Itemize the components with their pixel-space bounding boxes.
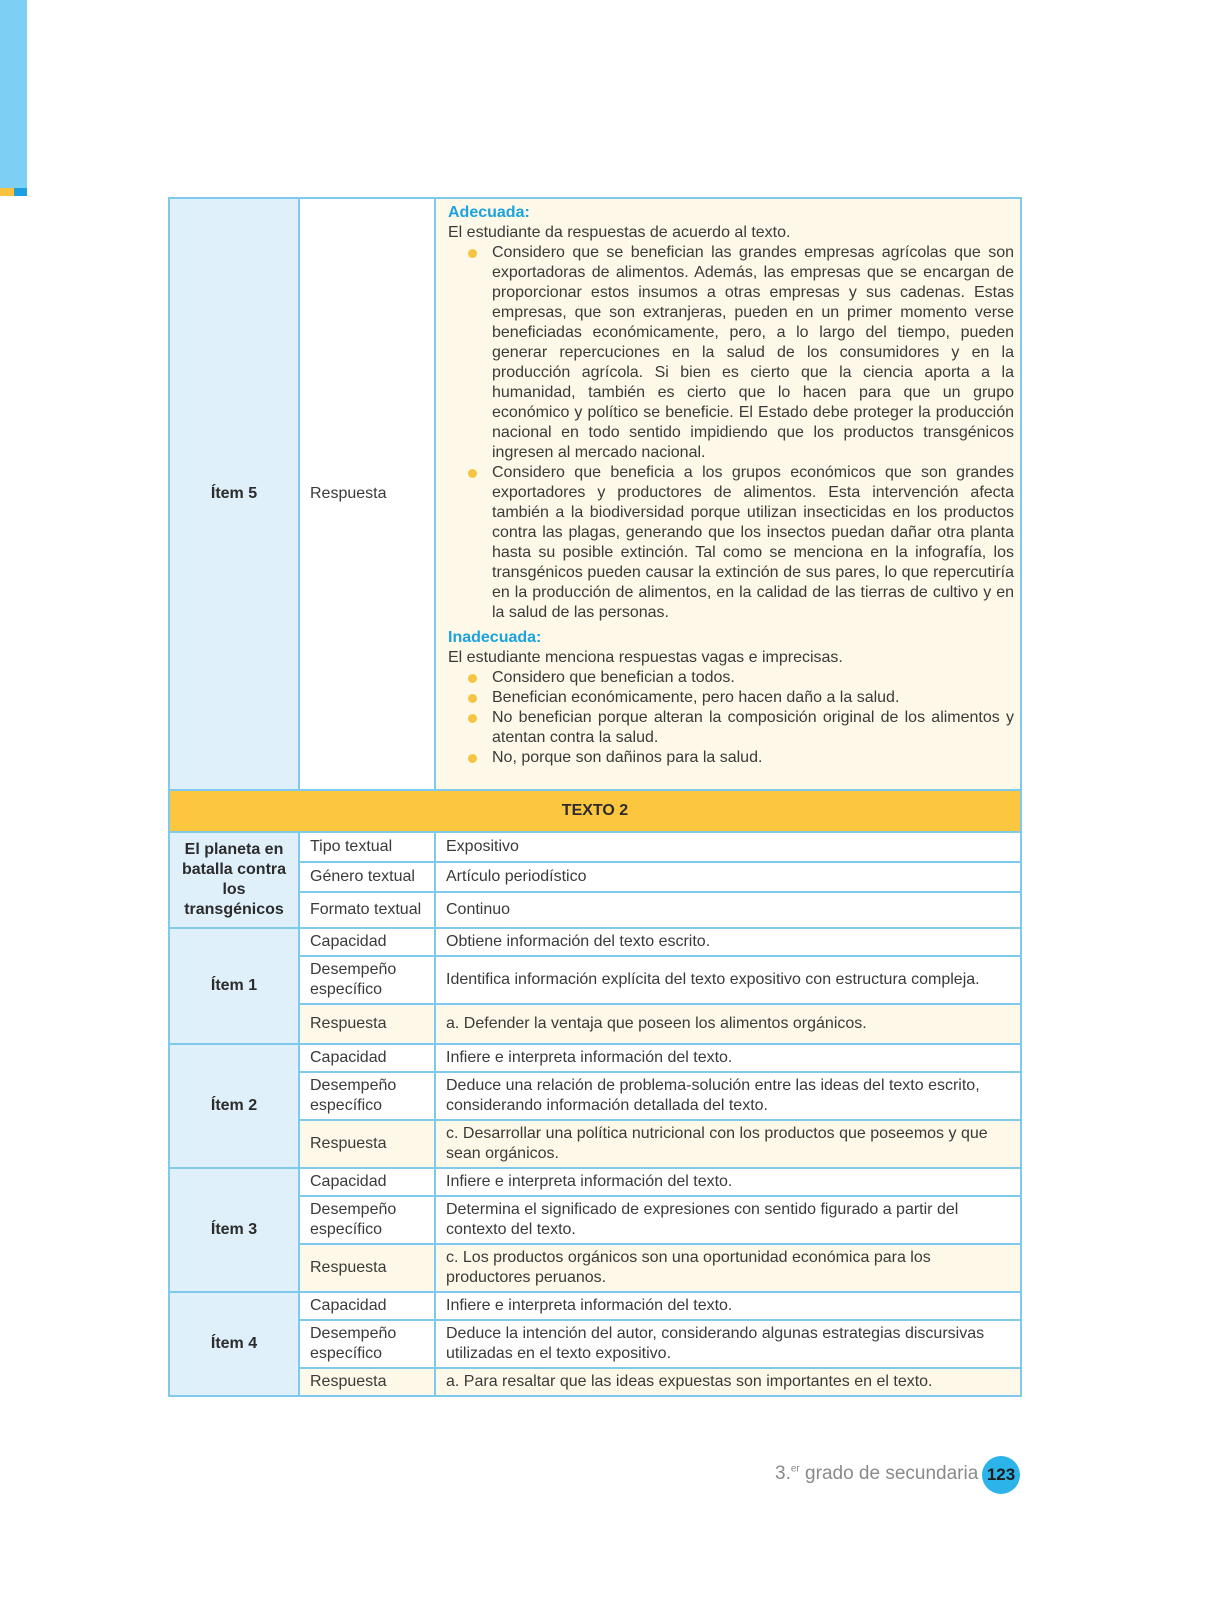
item-row — [169, 1292, 1021, 1320]
item-label: Ítem 3 — [169, 1168, 299, 1292]
meta-type: Tipo textual — [299, 832, 435, 862]
texto2-band: TEXTO 2 — [169, 790, 1021, 832]
meta-value: Continuo — [435, 892, 1021, 928]
capacidad-value: Infiere e interpreta información del texto. — [435, 1292, 1021, 1320]
desempeno-value: Deduce una relación de problema-solución entre las ideas del texto escrito, considerando información detallada del texto. — [435, 1072, 1021, 1120]
respuesta-label: Respuesta — [299, 1244, 435, 1292]
adecuada-intro: El estudiante da respuestas de acuerdo al texto. — [448, 224, 791, 241]
adecuada-bullet: Considero que se benefician las grandes empresas agrícolas que son exportadoras de alimentos. Además, las empresas que se encargan de proporcionar estos insumos a otras empresas y sus cadenas. Estas empresas, que son extranjeras, pueden en un primer momento verse beneficiadas económicamente, pero, a lo largo del tiempo, pueden generar repercuciones en la salud de los consumidores y en la producción agrícola. Si bien es cierto que la ciencia aporta a la humanidad, también es cierto que lo hacen para que un grupo económico y político se beneficie. El Estado debe proteger la producción nacional en todo sentido impidiendo que los productos transgénicos ingresen al mercado nacional. — [492, 244, 1014, 461]
footer-grade — [775, 1463, 978, 1485]
capacidad-value: Infiere e interpreta información del texto. — [435, 1168, 1021, 1196]
item5-answer — [435, 198, 1021, 790]
desempeno-label: Desempeño específico — [299, 1196, 435, 1244]
item-label: Ítem 1 — [169, 928, 299, 1044]
inadecuada-heading: Inadecuada: — [448, 629, 542, 646]
answer-key-table — [168, 197, 1022, 1397]
adecuada-heading: Adecuada: — [448, 204, 530, 221]
desempeno-value: Identifica información explícita del texto expositivo con estructura compleja. — [435, 956, 1021, 1004]
desempeno-label: Desempeño específico — [299, 956, 435, 1004]
respuesta-value: a. Defender la ventaja que poseen los alimentos orgánicos. — [435, 1004, 1021, 1044]
grade-superscript: er — [790, 1463, 800, 1475]
respuesta-label: Respuesta — [299, 1368, 435, 1396]
desempeno-label: Desempeño específico — [299, 1072, 435, 1120]
inadecuada-bullet: No benefician porque alteran la composición original de los alimentos y atentan contra la salud. — [492, 709, 1014, 746]
side-accent-blue — [14, 188, 27, 196]
item-row — [169, 1044, 1021, 1072]
item5-label: Ítem 5 — [169, 198, 299, 790]
page-number: 123 — [982, 1456, 1020, 1494]
inadecuada-list — [448, 668, 1014, 768]
adecuada-bullet: Considero que beneficia a los grupos económicos que son grandes exportadores y productores de alimentos. Esta intervención afecta también a la biodiversidad porque utilizan insecticidas en los productos contra las plagas, generando que los insectos puedan dañar otra planta hasta su posible extinción. Tal como se menciona en la infografía, los transgénicos pueden causar la extinción de sus pares, lo que repercutiría en la producción de alimentos, en la calidad de las tierras de cultivo y en la salud de las personas. — [492, 464, 1014, 621]
meta-type: Formato textual — [299, 892, 435, 928]
capacidad-label: Capacidad — [299, 1044, 435, 1072]
respuesta-value: c. Los productos orgánicos son una oportunidad económica para los productores peruanos. — [435, 1244, 1021, 1292]
item-label: Ítem 2 — [169, 1044, 299, 1168]
texto2-band-row — [169, 790, 1021, 832]
inadecuada-bullet: Considero que benefician a todos. — [492, 668, 1014, 688]
desempeno-label: Desempeño específico — [299, 1320, 435, 1368]
item-label: Ítem 4 — [169, 1292, 299, 1396]
adecuada-list — [448, 243, 1014, 623]
texto2-title: El planeta en batalla contra los transgénicos — [169, 832, 299, 928]
item5-row — [169, 198, 1021, 790]
inadecuada-bullet: Benefician económicamente, pero hacen daño a la salud. — [492, 688, 1014, 708]
item-row — [169, 928, 1021, 956]
inadecuada-intro: El estudiante menciona respuestas vagas e imprecisas. — [448, 649, 843, 666]
grade-number: 3. — [775, 1463, 791, 1484]
side-accent-yellow — [0, 188, 14, 196]
capacidad-value: Infiere e interpreta información del texto. — [435, 1044, 1021, 1072]
grade-text: grado de secundaria — [799, 1463, 979, 1484]
capacidad-label: Capacidad — [299, 928, 435, 956]
capacidad-label: Capacidad — [299, 1292, 435, 1320]
desempeno-value: Deduce la intención del autor, considerando algunas estrategias discursivas utilizadas en el texto expositivo. — [435, 1320, 1021, 1368]
item5-type: Respuesta — [299, 198, 435, 790]
respuesta-value: c. Desarrollar una política nutricional con los productos que poseemos y que sean orgánicos. — [435, 1120, 1021, 1168]
respuesta-value: a. Para resaltar que las ideas expuestas son importantes en el texto. — [435, 1368, 1021, 1396]
respuesta-label: Respuesta — [299, 1004, 435, 1044]
texto2-meta-row — [169, 832, 1021, 862]
item-row — [169, 1168, 1021, 1196]
side-accent-bar — [0, 0, 27, 188]
capacidad-label: Capacidad — [299, 1168, 435, 1196]
meta-type: Género textual — [299, 862, 435, 892]
meta-value: Expositivo — [435, 832, 1021, 862]
capacidad-value: Obtiene información del texto escrito. — [435, 928, 1021, 956]
inadecuada-bullet: No, porque son dañinos para la salud. — [492, 748, 1014, 768]
meta-value: Artículo periodístico — [435, 862, 1021, 892]
desempeno-value: Determina el significado de expresiones con sentido figurado a partir del contexto del texto. — [435, 1196, 1021, 1244]
respuesta-label: Respuesta — [299, 1120, 435, 1168]
